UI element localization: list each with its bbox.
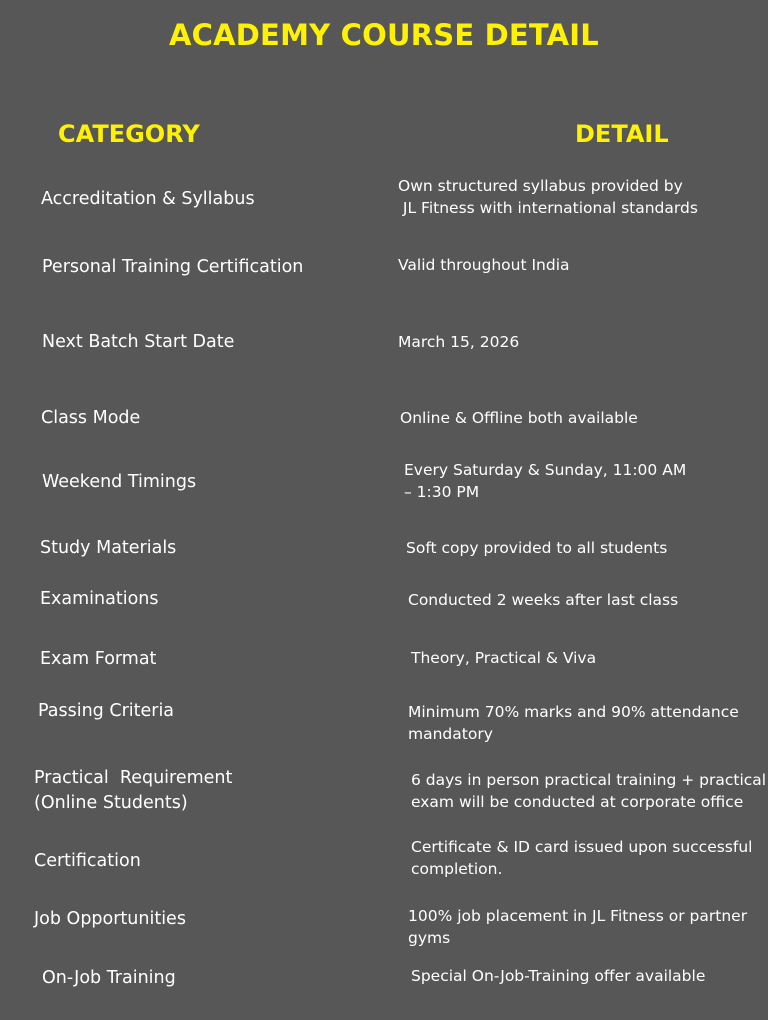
category-cell: Job Opportunities	[34, 909, 186, 929]
category-cell: Exam Format	[40, 649, 157, 669]
detail-cell: 6 days in person practical training + practical exam will be conducted at corporate office	[411, 771, 767, 811]
detail-cell: Minimum 70% marks and 90% attendance mandatory	[408, 703, 739, 743]
category-cell: Practical Requirement (Online Students)	[34, 768, 233, 813]
detail-cell: Valid throughout India	[398, 256, 570, 274]
detail-column-header: DETAIL	[575, 120, 669, 148]
category-cell: Passing Criteria	[38, 701, 175, 721]
detail-cell: Theory, Practical & Viva	[411, 649, 597, 667]
category-cell: Weekend Timings	[42, 472, 197, 492]
detail-cell: Certificate & ID card issued upon successful completion.	[411, 838, 753, 878]
category-cell: Class Mode	[41, 408, 141, 428]
detail-cell: Soft copy provided to all students	[406, 539, 668, 557]
detail-cell: Online & Offline both available	[400, 409, 638, 427]
category-cell: Examinations	[40, 589, 159, 609]
category-cell: Accreditation & Syllabus	[41, 189, 255, 209]
category-cell: On-Job Training	[42, 968, 176, 988]
category-column-header: CATEGORY	[58, 120, 200, 148]
detail-cell: 100% job placement in JL Fitness or partner gyms	[408, 907, 748, 947]
detail-cell: Every Saturday & Sunday, 11:00 AM – 1:30 PM	[404, 461, 687, 501]
detail-cell: March 15, 2026	[398, 333, 520, 351]
category-cell: Study Materials	[40, 538, 177, 558]
detail-cell: Special On-Job-Training offer available	[411, 967, 706, 985]
page-title: ACADEMY COURSE DETAIL	[169, 18, 599, 52]
category-cell: Certification	[34, 851, 141, 871]
detail-cell: Conducted 2 weeks after last class	[408, 591, 679, 609]
detail-cell: Own structured syllabus provided by JL Fitness with international standards	[398, 177, 698, 217]
category-cell: Personal Training Certification	[42, 257, 304, 277]
category-cell: Next Batch Start Date	[42, 332, 235, 352]
